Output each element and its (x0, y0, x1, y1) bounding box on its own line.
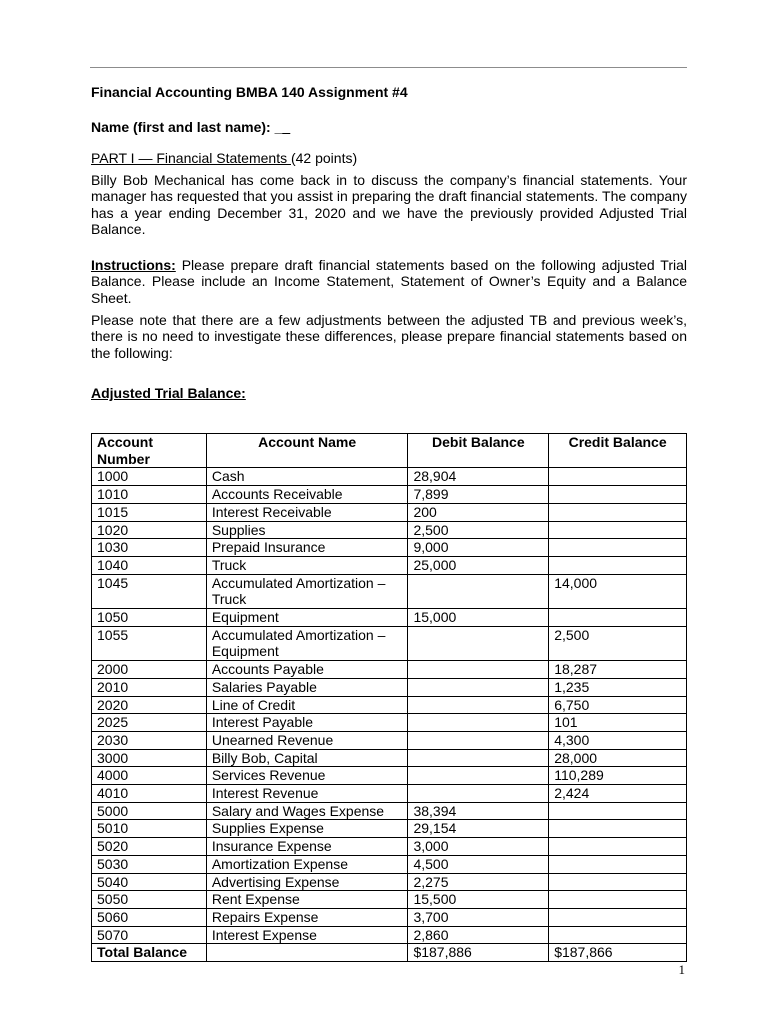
account-name-cell: Salary and Wages Expense (206, 802, 408, 820)
part-one-points: (42 points) (290, 150, 358, 166)
debit-cell: 9,000 (408, 539, 549, 557)
debit-cell (408, 696, 549, 714)
trial-balance-body (92, 468, 687, 944)
debit-cell (408, 678, 549, 696)
debit-cell: 200 (408, 503, 549, 521)
account-number-cell: 2020 (92, 696, 207, 714)
account-number-cell: 1040 (92, 556, 207, 574)
account-name-cell: Salaries Payable (206, 678, 408, 696)
account-number-cell: 1010 (92, 486, 207, 504)
total-name-cell (206, 944, 408, 962)
credit-cell: 1,235 (549, 678, 687, 696)
credit-cell (549, 556, 687, 574)
account-number-cell: 1050 (92, 609, 207, 627)
debit-cell: 7,899 (408, 486, 549, 504)
instructions-paragraph (91, 257, 687, 306)
account-name-cell: Interest Expense (206, 926, 408, 944)
credit-cell (549, 873, 687, 891)
account-name-cell: Amortization Expense (206, 855, 408, 873)
debit-cell (408, 767, 549, 785)
account-number-cell: 2010 (92, 678, 207, 696)
account-number-cell: 2000 (92, 661, 207, 679)
column-header-debit: Debit Balance (408, 434, 549, 468)
debit-cell: 2,860 (408, 926, 549, 944)
debit-cell (408, 661, 549, 679)
table-row (92, 468, 687, 486)
table-row (92, 802, 687, 820)
total-label: Total Balance (92, 944, 207, 962)
debit-cell (408, 731, 549, 749)
credit-cell (549, 926, 687, 944)
account-name-cell: Interest Payable (206, 714, 408, 732)
table-row (92, 486, 687, 504)
table-row (92, 855, 687, 873)
account-name-cell: Rent Expense (206, 891, 408, 909)
student-name-line (91, 118, 687, 136)
debit-cell: 3,700 (408, 908, 549, 926)
debit-cell: 2,275 (408, 873, 549, 891)
trial-balance-heading: Adjusted Trial Balance: (91, 384, 246, 401)
debit-cell: 2,500 (408, 521, 549, 539)
account-name-cell: Cash (206, 468, 408, 486)
account-number-cell: 5040 (92, 873, 207, 891)
credit-cell (549, 838, 687, 856)
assignment-title: Financial Accounting BMBA 140 Assignment #4 (91, 84, 408, 100)
column-header-credit: Credit Balance (549, 434, 687, 468)
table-row (92, 873, 687, 891)
account-number-cell: 5060 (92, 908, 207, 926)
account-name-cell: Supplies Expense (206, 820, 408, 838)
account-name-cell: Supplies (206, 521, 408, 539)
credit-cell (549, 503, 687, 521)
table-row (92, 767, 687, 785)
table-row (92, 661, 687, 679)
table-row (92, 820, 687, 838)
account-number-cell: 4000 (92, 767, 207, 785)
table-header-row (92, 434, 687, 468)
table-row (92, 503, 687, 521)
table-row (92, 678, 687, 696)
table-row (92, 696, 687, 714)
table-row (92, 574, 687, 608)
credit-cell: 101 (549, 714, 687, 732)
account-name-cell: Interest Receivable (206, 503, 408, 521)
student-name-blank: _ (282, 119, 291, 135)
table-row (92, 731, 687, 749)
total-credit: $187,866 (549, 944, 687, 962)
account-number-cell: 2030 (92, 731, 207, 749)
debit-cell: 25,000 (408, 556, 549, 574)
instructions-text: Please prepare draft financial statements based on the following adjusted Trial Balance. Please include an Income Statement, Statement of Owner’s Equity and a Balance Sheet. (91, 257, 687, 306)
account-number-cell: 5030 (92, 855, 207, 873)
total-debit: $187,886 (408, 944, 549, 962)
debit-cell: 38,394 (408, 802, 549, 820)
account-name-cell: Accumulated Amortization – Equipment (206, 626, 408, 660)
credit-cell (549, 820, 687, 838)
trial-balance-table (91, 433, 687, 962)
part-one-heading (91, 150, 687, 167)
account-number-cell: 1000 (92, 468, 207, 486)
account-name-cell: Equipment (206, 609, 408, 627)
table-row (92, 609, 687, 627)
account-name-cell: Prepaid Insurance (206, 539, 408, 557)
credit-cell (549, 539, 687, 557)
account-number-cell: 1015 (92, 503, 207, 521)
credit-cell: 2,500 (549, 626, 687, 660)
account-name-cell: Line of Credit (206, 696, 408, 714)
account-number-cell: 5020 (92, 838, 207, 856)
account-name-cell: Billy Bob, Capital (206, 749, 408, 767)
debit-cell (408, 574, 549, 608)
debit-cell (408, 714, 549, 732)
credit-cell (549, 802, 687, 820)
account-number-cell: 3000 (92, 749, 207, 767)
table-row (92, 785, 687, 803)
account-number-cell: 5070 (92, 926, 207, 944)
credit-cell (549, 908, 687, 926)
account-name-cell: Unearned Revenue (206, 731, 408, 749)
debit-cell (408, 749, 549, 767)
account-name-cell: Accounts Payable (206, 661, 408, 679)
account-name-cell: Interest Revenue (206, 785, 408, 803)
instructions-label: Instructions: (91, 257, 176, 274)
account-number-cell: 5000 (92, 802, 207, 820)
table-row (92, 626, 687, 660)
part-one-intro: Billy Bob Mechanical has come back in to discuss the company’s financial statements. Your manager has requested that you assist in preparing the draft financial statements. The company has a year ending December 31, 2020 and we have the previously provided Adjusted Trial Balance. (91, 172, 687, 237)
table-row (92, 556, 687, 574)
page-number: 1 (678, 962, 685, 977)
debit-cell: 3,000 (408, 838, 549, 856)
credit-cell: 28,000 (549, 749, 687, 767)
credit-cell (549, 855, 687, 873)
account-number-cell: 5050 (92, 891, 207, 909)
account-number-cell: 1030 (92, 539, 207, 557)
student-name-label: Name (first and last name): _ (91, 119, 283, 135)
credit-cell (549, 609, 687, 627)
debit-cell (408, 626, 549, 660)
column-header-account-number: Account Number (92, 434, 207, 468)
table-row (92, 908, 687, 926)
account-number-cell: 1045 (92, 574, 207, 608)
table-row (92, 891, 687, 909)
account-name-cell: Insurance Expense (206, 838, 408, 856)
total-row (92, 944, 687, 962)
account-name-cell: Repairs Expense (206, 908, 408, 926)
account-name-cell: Advertising Expense (206, 873, 408, 891)
account-number-cell: 2025 (92, 714, 207, 732)
document-body (91, 83, 687, 402)
credit-cell (549, 891, 687, 909)
account-name-cell: Services Revenue (206, 767, 408, 785)
debit-cell: 28,904 (408, 468, 549, 486)
account-number-cell: 4010 (92, 785, 207, 803)
credit-cell (549, 468, 687, 486)
table-row (92, 926, 687, 944)
column-header-account-name: Account Name (206, 434, 408, 468)
credit-cell: 6,750 (549, 696, 687, 714)
debit-cell: 29,154 (408, 820, 549, 838)
debit-cell: 15,500 (408, 891, 549, 909)
account-name-cell: Truck (206, 556, 408, 574)
credit-cell (549, 521, 687, 539)
part-one-title: PART I — Financial Statements (91, 150, 291, 166)
credit-cell: 2,424 (549, 785, 687, 803)
adjustments-note: Please note that there are a few adjustments between the adjusted TB and previous week’s, there is no need to investigate these differences, please prepare financial statements based on the following: (91, 312, 687, 361)
table-row (92, 714, 687, 732)
debit-cell: 15,000 (408, 609, 549, 627)
credit-cell: 4,300 (549, 731, 687, 749)
account-number-cell: 5010 (92, 820, 207, 838)
header-rule (90, 67, 687, 68)
debit-cell: 4,500 (408, 855, 549, 873)
account-name-cell: Accounts Receivable (206, 486, 408, 504)
account-name-cell: Accumulated Amortization – Truck (206, 574, 408, 608)
table-row (92, 521, 687, 539)
table-row (92, 838, 687, 856)
credit-cell: 18,287 (549, 661, 687, 679)
table-row (92, 749, 687, 767)
credit-cell: 110,289 (549, 767, 687, 785)
account-number-cell: 1020 (92, 521, 207, 539)
credit-cell: 14,000 (549, 574, 687, 608)
debit-cell (408, 785, 549, 803)
table-row (92, 539, 687, 557)
credit-cell (549, 486, 687, 504)
account-number-cell: 1055 (92, 626, 207, 660)
